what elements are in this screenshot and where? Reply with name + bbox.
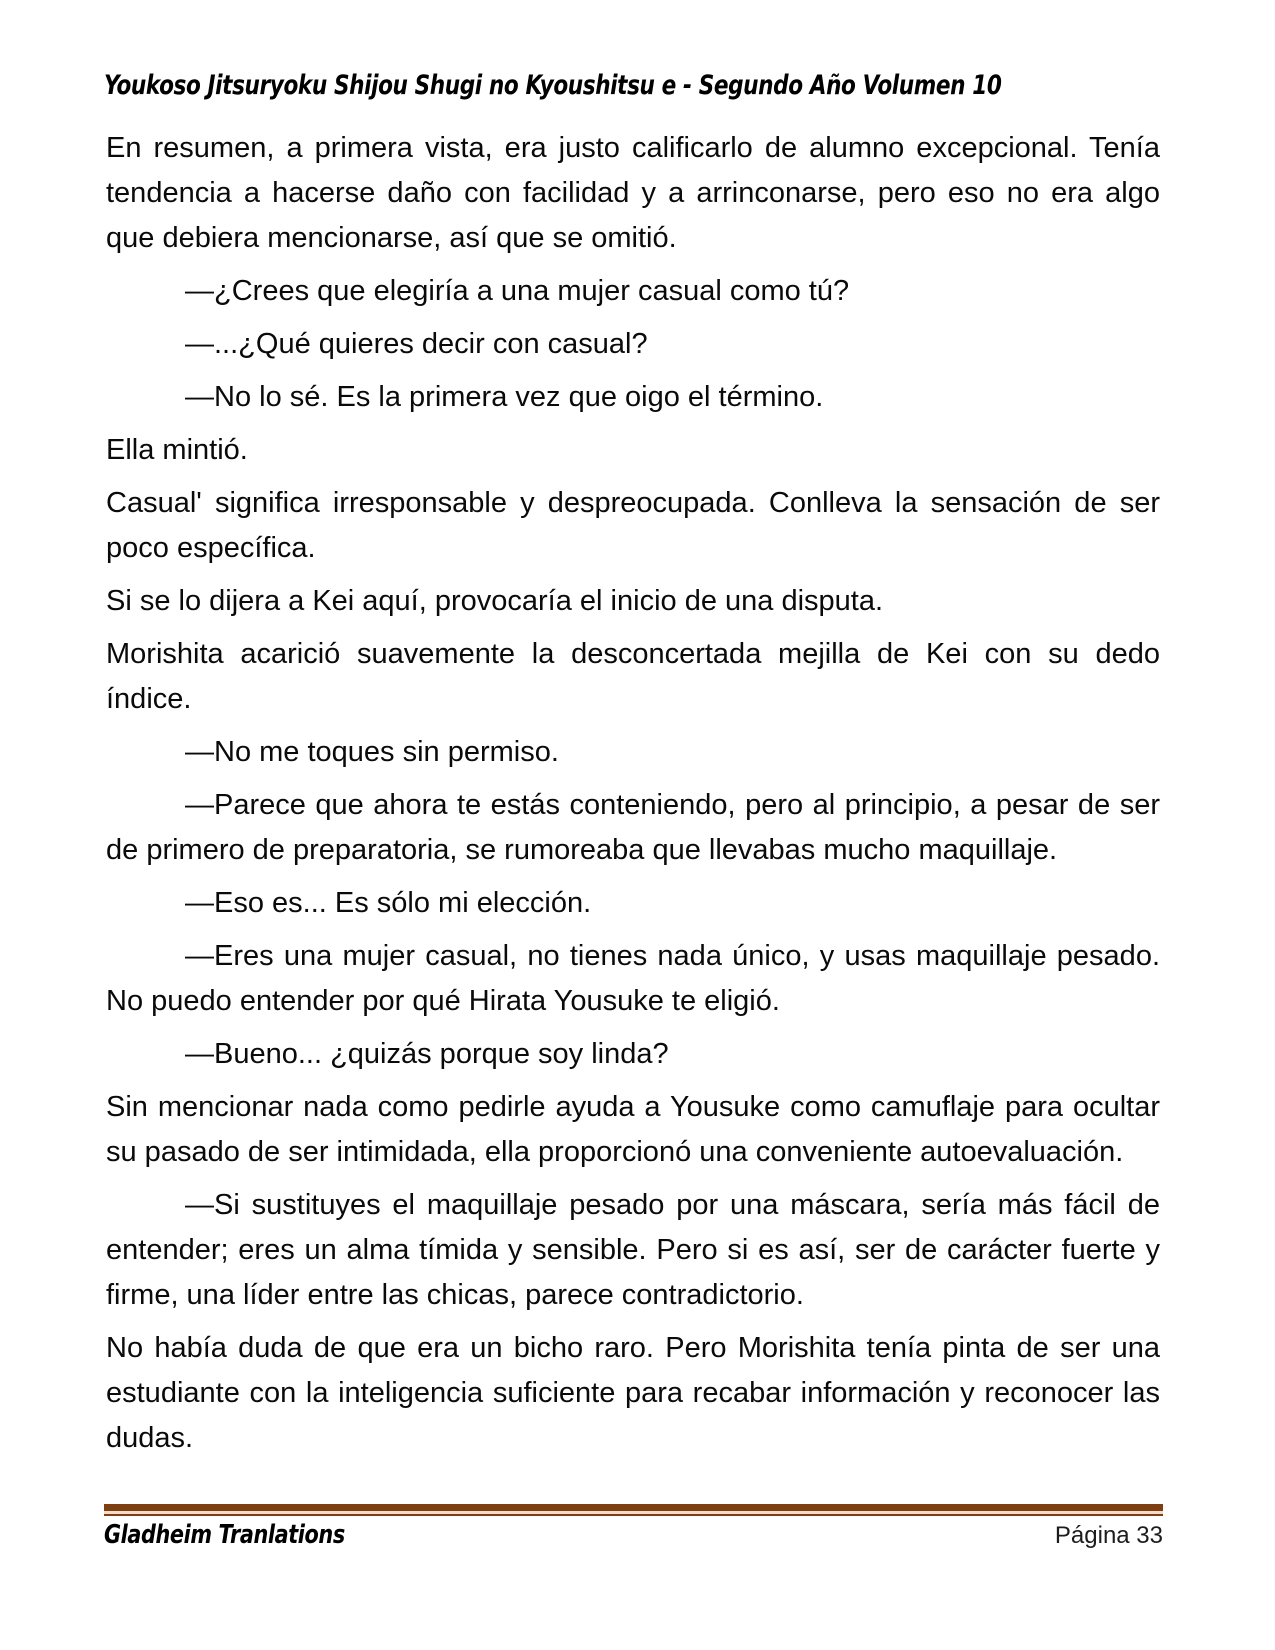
- paragraph: En resumen, a primera vista, era justo calificarlo de alumno excepcional. Tenía tendencia a hacerse daño con facilidad y a arrinconarse, pero eso no era algo que debiera mencionarse, así que se omitió.: [106, 132, 1160, 254]
- dialogue-paragraph: —Si sustituyes el maquillaje pesado por una máscara, sería más fácil de entender; eres un alma tímida y sensible. Pero si es así, ser de carácter fuerte y firme, una líder entre las chicas, parece contradictorio.: [106, 1189, 1160, 1311]
- dialogue-paragraph: —Eso es... Es sólo mi elección.: [185, 887, 592, 919]
- page-footer: [104, 1520, 1163, 1550]
- footer-divider-thick-line: [104, 1504, 1163, 1511]
- paragraph: Si se lo dijera a Kei aquí, provocaría el inicio de una disputa.: [106, 585, 884, 617]
- page-header: [104, 70, 1160, 101]
- footer-divider: [104, 1504, 1163, 1516]
- dialogue-paragraph: —No lo sé. Es la primera vez que oigo el término.: [185, 381, 824, 413]
- document-title: Youkoso Jitsuryoku Shijou Shugi no Kyoushitsu e - Segundo Año Volumen 10: [104, 70, 1002, 101]
- paragraph: Sin mencionar nada como pedirle ayuda a Yousuke como camuflaje para ocultar su pasado de ser intimidada, ella proporcionó una conveniente autoevaluación.: [106, 1091, 1160, 1168]
- dialogue-paragraph: —¿Crees que elegiría a una mujer casual como tú?: [185, 275, 850, 307]
- dialogue-paragraph: —Bueno... ¿quizás porque soy linda?: [185, 1038, 669, 1070]
- paragraph: No había duda de que era un bicho raro. Pero Morishita tenía pinta de ser una estudiante con la inteligencia suficiente para recabar información y reconocer las dudas.: [106, 1332, 1160, 1454]
- paragraph: Ella mintió.: [106, 434, 248, 466]
- dialogue-paragraph: —Parece que ahora te estás conteniendo, pero al principio, a pesar de ser de primero de preparatoria, se rumoreaba que llevabas mucho maquillaje.: [106, 789, 1160, 866]
- footer-divider-thin-line: [104, 1514, 1163, 1516]
- dialogue-paragraph: —No me toques sin permiso.: [185, 736, 559, 768]
- document-body: [106, 126, 1160, 1469]
- translator-credit: Gladheim Tranlations: [104, 1520, 345, 1550]
- paragraph: Morishita acarició suavemente la desconcertada mejilla de Kei con su dedo índice.: [106, 638, 1160, 715]
- page-number: Página 33: [1054, 1522, 1163, 1549]
- dialogue-paragraph: —...¿Qué quieres decir con casual?: [185, 328, 648, 360]
- paragraph: Casual' significa irresponsable y despreocupada. Conlleva la sensación de ser poco específica.: [106, 487, 1160, 564]
- dialogue-paragraph: —Eres una mujer casual, no tienes nada único, y usas maquillaje pesado. No puedo entender por qué Hirata Yousuke te eligió.: [106, 940, 1160, 1017]
